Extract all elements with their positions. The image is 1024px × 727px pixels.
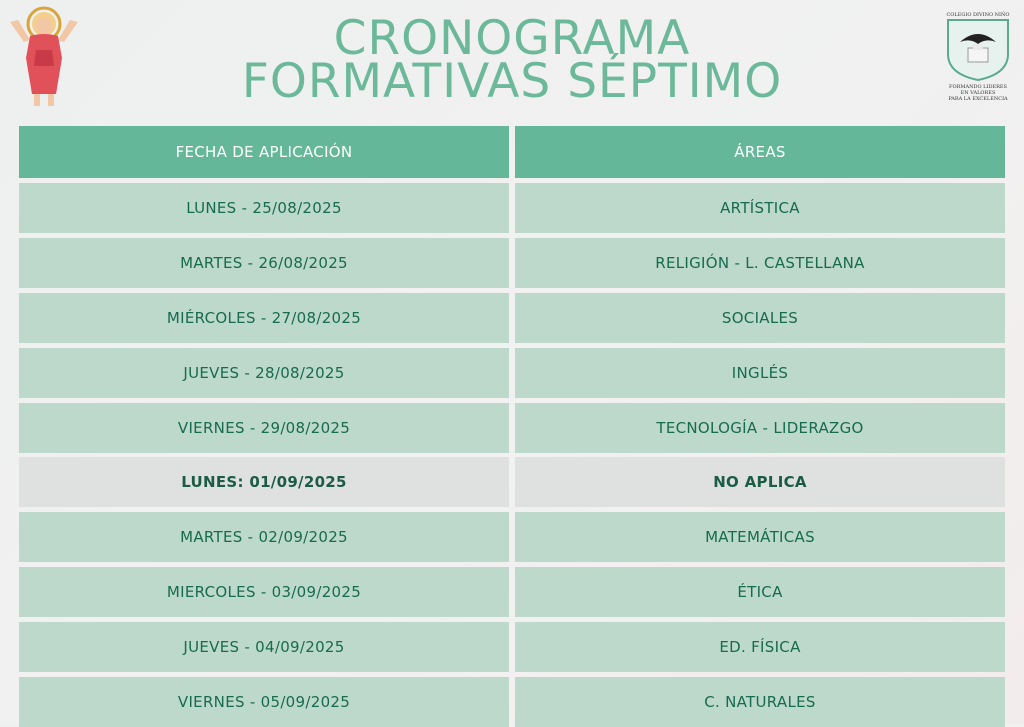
table-row [19,238,1005,288]
date-cell: VIERNES - 05/09/2025 [19,677,509,727]
table-row [19,183,1005,233]
date-cell: MARTES - 02/09/2025 [19,512,509,562]
date-cell: MARTES - 26/08/2025 [19,238,509,288]
table-row [19,567,1005,617]
date-cell: MIÉRCOLES - 27/08/2025 [19,293,509,343]
page-title-line-2: FORMATIVAS SÉPTIMO [241,54,783,109]
date-cell: VIERNES - 29/08/2025 [19,403,509,453]
table-row [19,348,1005,398]
table-row [19,622,1005,672]
table-header-row [19,126,1005,176]
divino-nino-image [6,6,82,114]
table-row [19,403,1005,453]
page-title-line-1: CRONOGRAMA [333,11,691,66]
table-row [19,677,1005,727]
area-cell: NO APLICA [515,457,1005,507]
table-row [19,293,1005,343]
date-cell: LUNES - 25/08/2025 [19,183,509,233]
area-cell: INGLÉS [515,348,1005,398]
area-cell: ED. FÍSICA [515,622,1005,672]
table-row [19,512,1005,562]
date-cell: MIERCOLES - 03/09/2025 [19,567,509,617]
area-cell: ÉTICA [515,567,1005,617]
date-cell: JUEVES - 28/08/2025 [19,348,509,398]
area-cell: TECNOLOGÍA - LIDERAZGO [515,403,1005,453]
svg-text:PARA LA EXCELENCIA: PARA LA EXCELENCIA [948,96,1008,102]
svg-text:FORMANDO LIDERES: FORMANDO LIDERES [949,84,1007,90]
school-crest-logo [938,8,1018,104]
area-cell: ARTÍSTICA [515,183,1005,233]
area-cell: SOCIALES [515,293,1005,343]
header-areas: ÁREAS [515,126,1005,178]
area-cell: RELIGIÓN - L. CASTELLANA [515,238,1005,288]
area-cell: C. NATURALES [515,677,1005,727]
date-cell: JUEVES - 04/09/2025 [19,622,509,672]
area-cell: MATEMÁTICAS [515,512,1005,562]
date-cell: LUNES: 01/09/2025 [19,457,509,507]
svg-text:EN VALORES: EN VALORES [960,90,996,96]
header-fecha: FECHA DE APLICACIÓN [19,126,509,178]
table-row-no-aplica [19,457,1005,507]
svg-text:COLEGIO DIVINO NIÑO: COLEGIO DIVINO NIÑO [946,12,1010,18]
